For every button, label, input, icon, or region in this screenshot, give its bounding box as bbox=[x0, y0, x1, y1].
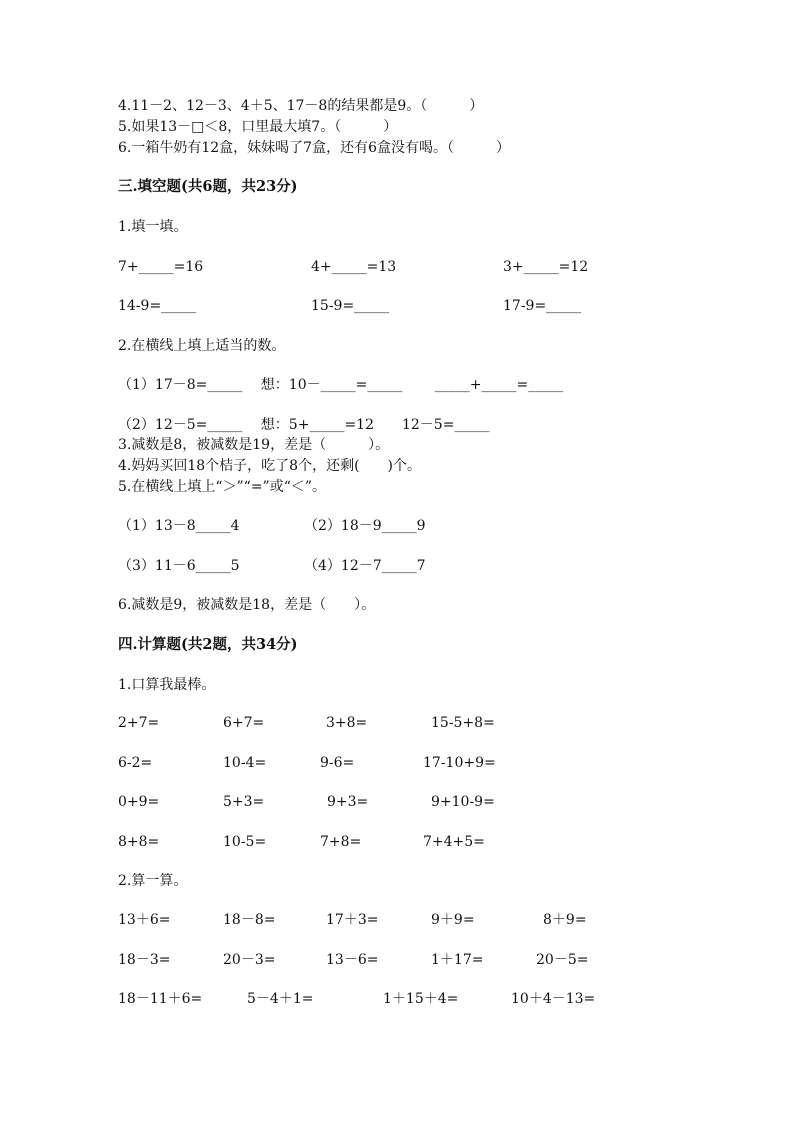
s4-q1-r3-c4: 9+10-9= bbox=[431, 794, 495, 810]
s3-q1-r2-c3: 17-9=_____ bbox=[503, 298, 582, 314]
s4-q2-r3-c1: 18－11＋6= bbox=[118, 991, 203, 1007]
s4-q2-r1-c1: 13＋6= bbox=[118, 912, 171, 928]
s3-q1-title: 1.填一填。 bbox=[118, 219, 188, 235]
s3-q1-r1-c1: 7+_____=16 bbox=[118, 259, 204, 275]
judge-item-6: 6.一箱牛奶有12盒，妹妹喝了7盒，还有6盒没有喝。（ ） bbox=[118, 140, 510, 156]
s3-q1-r1-c2: 4+_____=13 bbox=[311, 259, 397, 275]
s4-q1-r3-c2: 5+3= bbox=[223, 794, 265, 810]
s3-q4: 4.妈妈买回18个桔子，吃了8个，还剩( )个。 bbox=[118, 458, 422, 474]
s4-q1-r4-c1: 8+8= bbox=[118, 834, 160, 850]
section-3-title: 三.填空题(共6题，共23分) bbox=[118, 178, 298, 195]
s4-q1-r2-c1: 6-2= bbox=[118, 755, 153, 771]
s3-q1-r2-c1: 14-9=_____ bbox=[118, 298, 197, 314]
s4-q1-r4-c3: 7+8= bbox=[320, 834, 362, 850]
s4-q1-r4-c4: 7+4+5= bbox=[423, 834, 485, 850]
s4-q1-r3-c3: 9+3= bbox=[327, 794, 369, 810]
s4-q1-r1-c3: 3+8= bbox=[326, 715, 368, 731]
s3-q2-line1: （1）17－8=_____ 想：10－_____=_____ _____+_____=_____ bbox=[118, 377, 564, 393]
s3-q5-r1-c1: （1）13－8_____4 bbox=[118, 518, 240, 534]
s3-q1-r1-c3: 3+_____=12 bbox=[503, 259, 589, 275]
s4-q2-r1-c4: 9＋9= bbox=[431, 912, 475, 928]
s3-q2-title: 2.在横线上填上适当的数。 bbox=[118, 338, 286, 354]
s3-q3: 3.减数是8，被减数是19，差是（ ）。 bbox=[118, 437, 390, 453]
s4-q2-title: 2.算一算。 bbox=[118, 873, 188, 889]
s4-q2-r3-c3: 1＋15＋4= bbox=[383, 991, 459, 1007]
s4-q2-r2-c3: 13－6= bbox=[326, 952, 379, 968]
s4-q2-r2-c2: 20－3= bbox=[223, 952, 276, 968]
s3-q5-r2-c2: （4）12－7_____7 bbox=[304, 558, 426, 574]
s3-q5-title: 5.在横线上填上“＞”“=”或“＜”。 bbox=[118, 479, 327, 495]
judge-item-5: 5.如果13－□＜8，口里最大填7。（ ） bbox=[118, 119, 398, 135]
s4-q2-r2-c1: 18－3= bbox=[118, 952, 171, 968]
s4-q1-r3-c1: 0+9= bbox=[118, 794, 160, 810]
s4-q1-r1-c1: 2+7= bbox=[118, 715, 160, 731]
s3-q6: 6.减数是9，被减数是18，差是（ ）。 bbox=[118, 597, 376, 613]
s4-q1-r1-c4: 15-5+8= bbox=[431, 715, 495, 731]
s4-q2-r2-c4: 1＋17= bbox=[431, 952, 484, 968]
s4-q2-r2-c5: 20－5= bbox=[536, 952, 589, 968]
section-4-title: 四.计算题(共2题，共34分) bbox=[118, 636, 298, 653]
s4-q2-r1-c5: 8＋9= bbox=[543, 912, 587, 928]
s3-q5-r1-c2: （2）18－9_____9 bbox=[304, 518, 426, 534]
s4-q1-r2-c3: 9-6= bbox=[320, 755, 355, 771]
s4-q2-r1-c2: 18－8= bbox=[223, 912, 276, 928]
s3-q2-line2: （2）12－5=_____ 想：5+_____=12 12－5=_____ bbox=[118, 417, 490, 433]
s4-q1-r1-c2: 6+7= bbox=[223, 715, 265, 731]
judge-item-4: 4.11－2、12－3、4＋5、17－8的结果都是9。（ ） bbox=[118, 98, 484, 114]
s4-q2-r1-c3: 17＋3= bbox=[326, 912, 379, 928]
s4-q1-title: 1.口算我最棒。 bbox=[118, 677, 216, 693]
s4-q1-r2-c2: 10-4= bbox=[223, 755, 267, 771]
s3-q5-r2-c1: （3）11－6_____5 bbox=[118, 558, 240, 574]
s4-q1-r2-c4: 17-10+9= bbox=[423, 755, 496, 771]
s4-q1-r4-c2: 10-5= bbox=[223, 834, 267, 850]
s3-q1-r2-c2: 15-9=_____ bbox=[311, 298, 390, 314]
s4-q2-r3-c4: 10＋4－13= bbox=[511, 991, 596, 1007]
s4-q2-r3-c2: 5－4＋1= bbox=[247, 991, 314, 1007]
